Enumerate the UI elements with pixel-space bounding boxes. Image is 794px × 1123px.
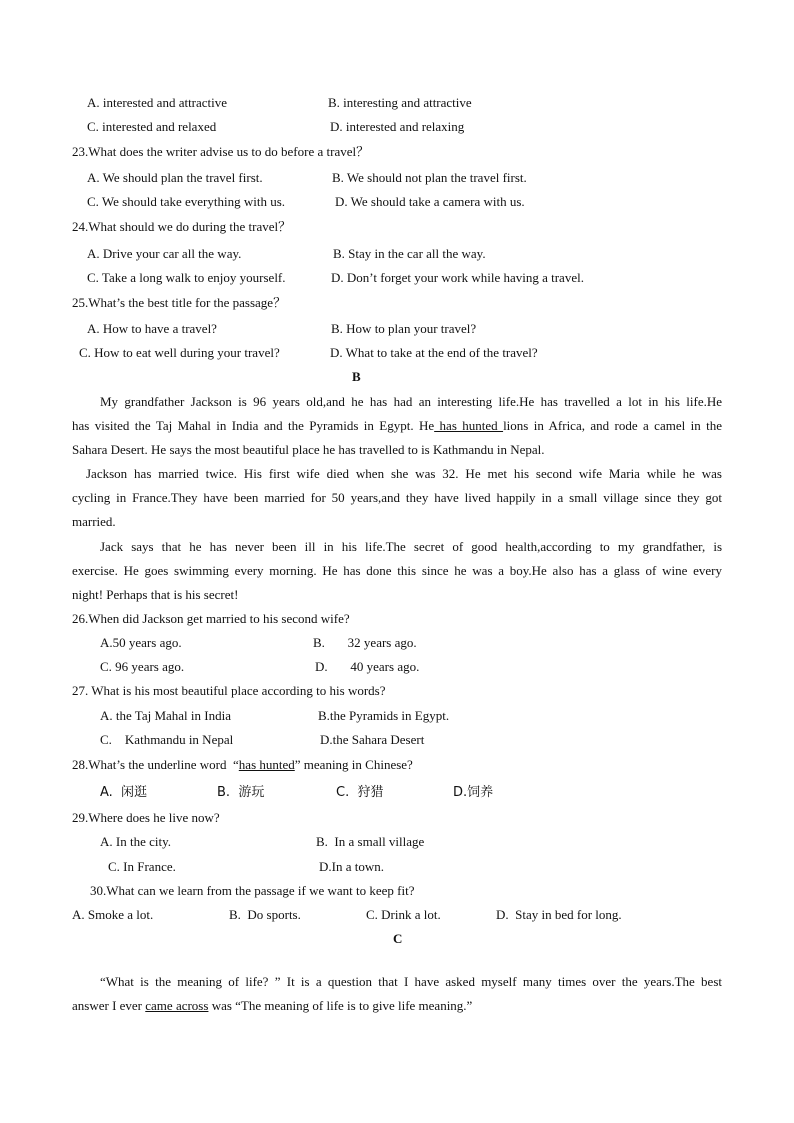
q30-option-c: C. Drink a lot. [366, 907, 441, 922]
passage-b-p2-line3: married. [72, 514, 116, 529]
q26-option-b: B. 32 years ago. [313, 635, 417, 650]
q25-option-c: C. How to eat well during your travel? [79, 345, 280, 360]
q29-stem: 29.Where does he live now? [72, 810, 220, 825]
underlined-came-across: came across [145, 998, 209, 1013]
q27-option-a: A. the Taj Mahal in India [100, 708, 231, 723]
q28-option-d: D.饲养 [453, 785, 494, 800]
q29-option-d: D.In a town. [319, 859, 384, 874]
q27-option-b: B.the Pyramids in Egypt. [318, 708, 450, 723]
q23-option-a: A. We should plan the travel first. [87, 170, 263, 185]
q23-stem: 23.What does the writer advise us to do before a travel？ [72, 144, 370, 159]
q26-option-c: C. 96 years ago. [100, 659, 185, 674]
q23-option-c: C. We should take everything with us. [87, 194, 286, 209]
q24-option-c: C. Take a long walk to enjoy yourself. [87, 270, 286, 285]
passage-b-p1-line3: Sahara Desert. He says the most beautiful place he has travelled to is Kathmandu in Nepal. [72, 442, 545, 457]
q23-option-b: B. We should not plan the travel first. [332, 170, 527, 185]
passage-c-p1-line1: “What is the meaning of life? ” It is a question that I have asked myself many times over the years.The best [100, 974, 722, 989]
q29-option-b: B. In a small village [316, 834, 425, 849]
passage-c-p1-line2: answer I ever came across was “The meaning of life is to give life meaning.” [72, 998, 473, 1013]
passage-b-p1-line1: My grandfather Jackson is 96 years old,and he has had an interesting life.He has travelled a lot in his life.He [100, 394, 722, 409]
q24-stem: 24.What should we do during the travel？ [72, 219, 292, 234]
q29-option-a: A. In the city. [100, 834, 171, 849]
q25-option-d: D. What to take at the end of the travel? [330, 345, 538, 360]
passage-b-p3-line1: Jack says that he has never been ill in his life.The secret of good health,according to my grandfather, is [100, 539, 722, 554]
passage-b-p2-line1: Jackson has married twice. His first wife died when she was 32. He met his second wife Maria while he was [86, 466, 722, 481]
q24-option-a: A. Drive your car all the way. [87, 246, 242, 261]
q30-option-d: D. Stay in bed for long. [496, 907, 622, 922]
q24-option-b: B. Stay in the car all the way. [333, 246, 486, 261]
q26-option-d: D. 40 years ago. [315, 659, 420, 674]
q22-option-b: B. interesting and attractive [328, 95, 472, 110]
section-c-heading: C [393, 931, 403, 946]
q28-option-b: B. 游玩 [217, 785, 265, 800]
q25-option-a: A. How to have a travel? [87, 321, 217, 336]
q22-option-a: A. interested and attractive [87, 95, 228, 110]
q28-option-c: C. 狩猎 [336, 785, 384, 800]
q30-stem: 30.What can we learn from the passage if we want to keep fit? [90, 883, 415, 898]
q22-option-c: C. interested and relaxed [87, 119, 217, 134]
q26-stem: 26.When did Jackson get married to his second wife? [72, 611, 350, 626]
passage-b-p2-line2: cycling in France.They have been married for 50 years,and they have lived happily in a small village since they got [72, 490, 722, 505]
passage-b-p1-line2: has visited the Taj Mahal in India and the Pyramids in Egypt. He has hunted lions in Africa, and rode a camel in the [72, 418, 723, 433]
underlined-has-hunted: has hunted [434, 418, 504, 433]
passage-b-p3-line3: night! Perhaps that is his secret! [72, 587, 239, 602]
passage-b-p3-line2: exercise. He goes swimming every morning. He has done this since he was a boy.He also has a glass of wine every [72, 563, 722, 578]
q29-option-c: C. In France. [108, 859, 176, 874]
q30-option-b: B. Do sports. [229, 907, 301, 922]
q26-option-a: A.50 years ago. [100, 635, 182, 650]
q30-option-a: A. Smoke a lot. [72, 907, 154, 922]
q23-option-d: D. We should take a camera with us. [335, 194, 525, 209]
underlined-word: has hunted [238, 757, 295, 772]
q27-option-c: C. Kathmandu in Nepal [100, 732, 234, 747]
q27-stem: 27. What is his most beautiful place according to his words? [72, 683, 386, 698]
q22-option-d: D. interested and relaxing [330, 119, 465, 134]
q28-stem: 28.What’s the underline word “has hunted” meaning in Chinese? [72, 757, 413, 772]
q25-option-b: B. How to plan your travel? [331, 321, 477, 336]
q27-option-d: D.the Sahara Desert [320, 732, 425, 747]
q24-option-d: D. Don’t forget your work while having a travel. [331, 270, 584, 285]
section-b-heading: B [352, 369, 361, 384]
q28-option-a: A. 闲逛 [100, 785, 148, 800]
q25-stem: 25.What’s the best title for the passage？ [72, 295, 287, 310]
